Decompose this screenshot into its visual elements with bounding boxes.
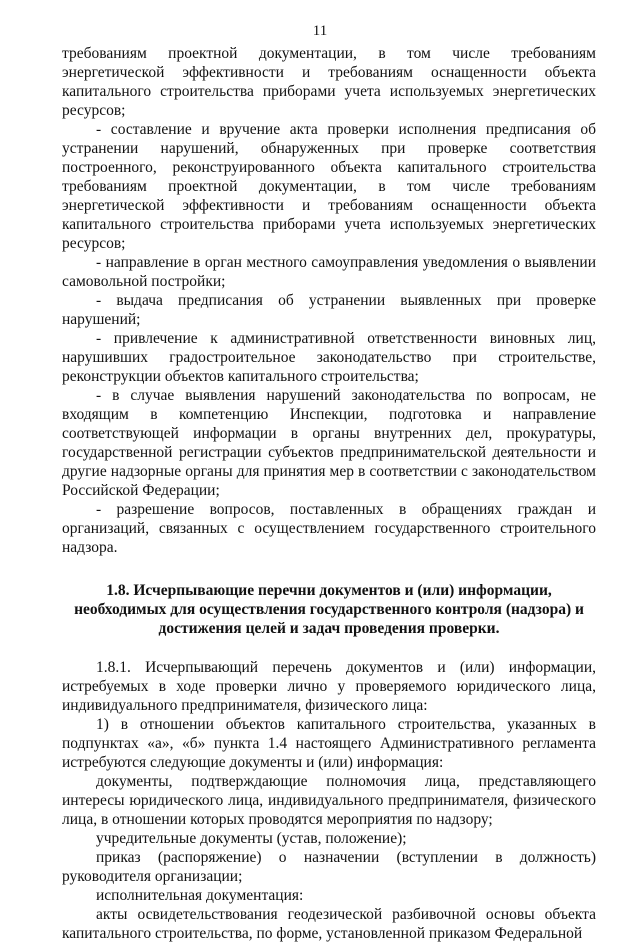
paragraph: требованиям проектной документации, в том числе требованиям энергетической эффективности и требованиям оснащенности объекта капитального строительства приборами учета используемых энергетических ресурсов; [62,45,596,119]
list-item: - привлечение к административной ответственности виновных лиц, нарушивших градостроительное законодательство при строительстве, реконструкции объектов капитального строительства; [62,330,596,385]
list-item: - разрешение вопросов, поставленных в обращениях граждан и организаций, связанных с осуществлением государственного строительного надзора. [62,501,596,556]
list-item: - составление и вручение акта проверки исполнения предписания об устранении нарушений, обнаруженных при проверке соответствия построенного, реконструированного объекта капитального строительства требованиям проектной документации, в том числе требованиям энергетической эффективности и требованиям оснащенности объекта капитального строительства приборами учета используемых энергетических ресурсов; [62,121,596,252]
list-item: - направление в орган местного самоуправления уведомления о выявлении самовольной постройки; [62,254,596,290]
section-heading: 1.8. Исчерпывающие перечни документов и (или) информации, необходимых для осуществления государственного контроля (надзора) и достижения целей и задач проведения проверки. [74,582,584,637]
list-item: - выдача предписания об устранении выявленных при проверке нарушений; [62,292,596,328]
page-number: 11 [312,23,328,39]
paragraph: акты освидетельствования геодезической разбивочной основы объекта капитального строительства, по форме, установленной приказом Федеральной [62,906,596,942]
paragraph: учредительные документы (устав, положение); [96,830,407,847]
paragraph: приказ (распоряжение) о назначении (вступлении в должность) руководителя организации; [62,849,596,885]
paragraph: 1.8.1. Исчерпывающий перечень документов и (или) информации, истребуемых в ходе проверки лично у проверяемого юридического лица, индивидуального предпринимателя, физического лица: [62,659,596,714]
paragraph: исполнительная документация: [96,887,304,904]
list-item: - в случае выявления нарушений законодательства по вопросам, не входящим в компетенцию Инспекции, подготовка и направление соответствующей информации в органы внутренних дел, прокуратуры, государственной регистрации субъектов предпринимательской деятельности и другие надзорные органы для принятия мер в соответствии с законодательством Российской Федерации; [62,387,596,499]
paragraph: документы, подтверждающие полномочия лица, представляющего интересы юридического лица, индивидуального предпринимателя, физического лица, в отношении которых проводятся мероприятия по надзору; [62,773,596,828]
paragraph: 1) в отношении объектов капитального строительства, указанных в подпунктах «а», «б» пункта 1.4 настоящего Административного регламента истребуются следующие документы и (или) информация: [62,716,596,771]
document-body [62,44,596,943]
